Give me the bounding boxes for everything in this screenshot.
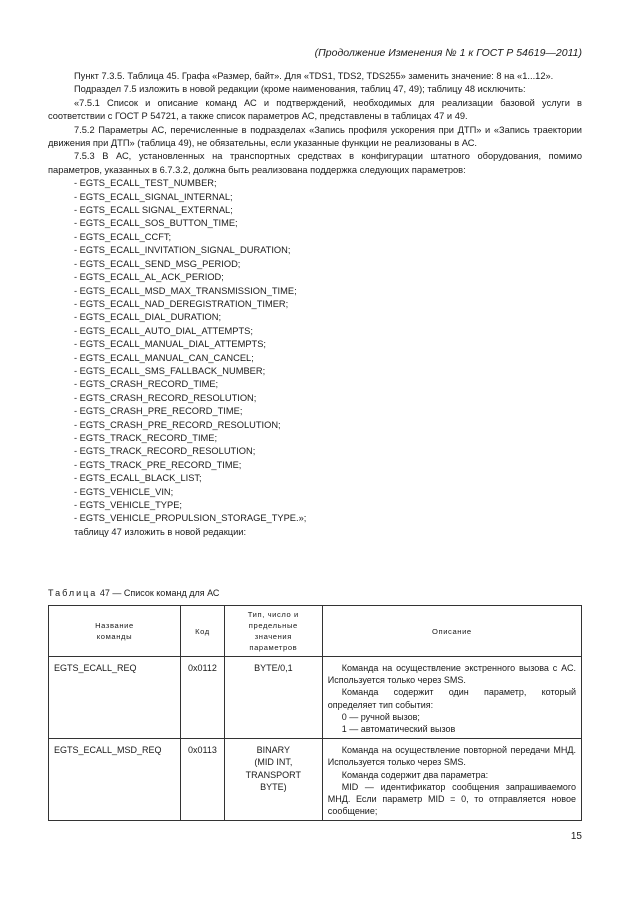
table-row [49,739,582,821]
cell-code: 0x0113 [180,739,224,821]
commands-table [48,605,582,821]
parameter-list [48,177,582,526]
list-item: - EGTS_VEHICLE_VIN; [74,486,174,497]
list-item: - EGTS_ECALL_AL_ACK_PERIOD; [74,272,224,283]
list-item: - EGTS_CRASH_RECORD_RESOLUTION; [74,392,257,403]
cell-description: Команда на осуществление экстренного вызова с АС. Используется только через SMS. Команда содержит один параметр, который определяет тип события: 0 — ручной вызов; 1 — автоматический вызов [322,657,581,739]
page-number: 15 [570,831,582,842]
paragraph: «7.5.1 Список и описание команд АС и подтверждений, необходимых для реализации базовой услуги в соответствии с ГОСТ Р 54721, а также список параметров АС, представлены в таблицах 47 и 49. [48,97,582,122]
header-type: Тип, число и предельные значения параметров [224,606,322,657]
list-item: - EGTS_ECALL_TEST_NUMBER; [74,178,217,189]
table-row [49,657,582,739]
list-item: - EGTS_CRASH_PRE_RECORD_TIME; [74,406,243,417]
body-text [48,70,582,539]
running-title: (Продолжение Изменения № 1 к ГОСТ Р 54619—2011) [314,47,582,59]
cell-description: Команда на осуществление повторной передачи МНД. Используется только через SMS. Команда содержит два параметра: MID — идентификатор сообщения запрашиваемого МНД. Если параметр MID = 0, то отправляется новое сообщение; [322,739,581,821]
paragraph: 7.5.2 Параметры АС, перечисленные в подразделах «Запись профиля ускорения при ДТП» и «Запись траектории движения при ДТП» (таблица 49), не обязательны, если указанные функции не реализованы в АС. [48,124,582,149]
header-code: Код [180,606,224,657]
table-caption-label: Таблица [48,588,98,598]
paragraph: Подраздел 7.5 изложить в новой редакции (кроме наименования, таблиц 47, 49); таблицу 48 исключить: [74,84,526,95]
list-item: - EGTS_ECALL_DIAL_DURATION; [74,312,222,323]
list-item: - EGTS_ECALL_AUTO_DIAL_ATTEMPTS; [74,325,253,336]
list-item: - EGTS_TRACK_RECORD_RESOLUTION; [74,446,256,457]
list-item: - EGTS_VEHICLE_PROPULSION_STORAGE_TYPE.»; [74,513,307,524]
cell-name: EGTS_ECALL_MSD_REQ [49,739,181,821]
list-item: - EGTS_CRASH_PRE_RECORD_RESOLUTION; [74,419,281,430]
header-name: Название команды [49,606,181,657]
list-item: - EGTS_TRACK_PRE_RECORD_TIME; [74,459,242,470]
list-item: - EGTS_ECALL_MSD_MAX_TRANSMISSION_TIME; [74,285,297,296]
list-item: - EGTS_ECALL_BLACK_LIST; [74,473,202,484]
list-item: - EGTS_ECALL_MANUAL_CAN_CANCEL; [74,352,254,363]
list-item: - EGTS_ECALL_NAD_DEREGISTRATION_TIMER; [74,298,289,309]
header-description: Описание [322,606,581,657]
list-item: - EGTS_ECALL_SIGNAL_INTERNAL; [74,191,233,202]
list-item: - EGTS_VEHICLE_TYPE; [74,500,182,510]
paragraph: таблицу 47 изложить в новой редакции: [74,526,247,537]
list-item: - EGTS_ECALL_MANUAL_DIAL_ATTEMPTS; [74,339,267,350]
table-caption [48,588,219,598]
list-item: - EGTS_ECALL_SEND_MSG_PERIOD; [74,258,241,269]
list-item: - EGTS_ECALL_CCFT; [74,231,172,242]
cell-code: 0x0112 [180,657,224,739]
table-header-row [49,606,582,657]
cell-type: BYTE/0,1 [224,657,322,739]
list-item: - EGTS_CRASH_RECORD_TIME; [74,379,219,390]
cell-name: EGTS_ECALL_REQ [49,657,181,739]
list-item: - EGTS_ECALL_INVITATION_SIGNAL_DURATION; [74,245,291,256]
list-item: - EGTS_ECALL SIGNAL_EXTERNAL; [74,205,233,216]
list-item: - EGTS_TRACK_RECORD_TIME; [74,432,218,443]
paragraph: 7.5.3 В АС, установленных на транспортных средствах в конфигурации штатного оборудования, помимо параметров, указанных в 6.7.3.2, должна быть реализована поддержка следующих параметров: [48,151,582,175]
paragraph: Пункт 7.3.5. Таблица 45. Графа «Размер, байт». Для «TDS1, TDS2, TDS255» заменить значение: 8 на «1...12». [74,71,554,81]
list-item: - EGTS_ECALL_SMS_FALLBACK_NUMBER; [74,365,266,376]
table-caption-number: 47 — Список команд для АС [99,588,220,598]
list-item: - EGTS_ECALL_SOS_BUTTON_TIME; [74,218,238,229]
cell-type: BINARY (MID INT, TRANSPORT BYTE) [224,739,322,821]
